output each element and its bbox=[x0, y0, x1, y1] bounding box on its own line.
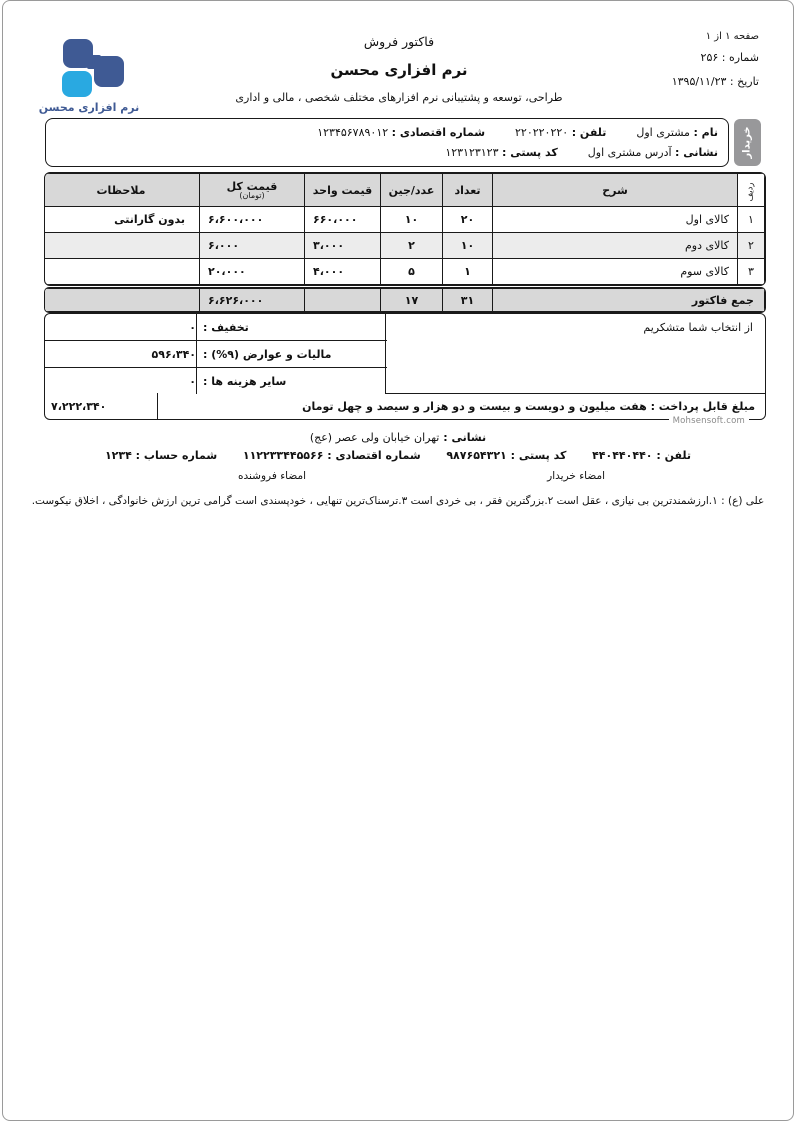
buyer-tab-label: خریدار bbox=[742, 126, 753, 159]
header-total-price bbox=[200, 174, 305, 207]
header-quantity: تعداد bbox=[443, 174, 493, 207]
payable-row bbox=[45, 393, 765, 419]
payable-amount bbox=[45, 393, 158, 419]
header-row-number-label: ردیف bbox=[746, 181, 756, 202]
buyer-address bbox=[588, 146, 718, 159]
header-unit-price: قیمت واحد bbox=[305, 174, 381, 207]
other-costs-value-text: ۰ bbox=[189, 374, 196, 388]
company-name: نرم افزاری محسن bbox=[330, 61, 468, 79]
buyer-econ bbox=[317, 126, 485, 139]
items-table bbox=[44, 172, 766, 286]
cell-notes bbox=[44, 233, 200, 259]
seller-address-line bbox=[3, 431, 793, 444]
invoice-number: ۲۵۶ bbox=[700, 51, 719, 64]
sum-quantity: ۳۱ bbox=[443, 289, 493, 312]
cell-dozen: ۱۰ bbox=[381, 207, 443, 233]
footer-quote: علی (ع) : ۱.ارزشمندترین بی نیازی ، عقل است ۲.بزرگترین فقر ، بی خردی است ۳.ترسناک‌ترین تنهایی ، خودپسندی است گرامی ترین ارزش خانوادگی ، اخلاق نیکوست. bbox=[31, 495, 765, 507]
tax-value bbox=[45, 348, 196, 361]
logo-square-dark-right bbox=[94, 56, 124, 87]
invoice-sum-row bbox=[44, 287, 766, 313]
watermark: Mohsensoft.com bbox=[669, 416, 749, 426]
buyer-info-box bbox=[45, 118, 729, 167]
table-row bbox=[44, 207, 765, 233]
table-header-row bbox=[44, 174, 765, 207]
seller-postal-value: ۹۸۷۶۵۴۳۲۱ bbox=[446, 449, 507, 462]
header-description: شرح bbox=[493, 174, 738, 207]
header-total-price-label: قیمت کل bbox=[226, 180, 278, 193]
buyer-name bbox=[636, 126, 718, 139]
payable-text bbox=[158, 400, 765, 413]
buyer-line-1 bbox=[56, 126, 718, 139]
payable-amount-words: هفت میلیون و دویست و بیست و دو هزار و سیصد و چهل تومان bbox=[302, 399, 647, 413]
invoice-page bbox=[2, 0, 794, 1121]
logo-square-light bbox=[62, 71, 92, 97]
sum-total-price: ۶،۶۲۶،۰۰۰ bbox=[200, 289, 305, 312]
invoice-date: ۱۳۹۵/۱۱/۲۳ bbox=[671, 75, 727, 88]
header-row-number bbox=[738, 174, 765, 207]
table-row bbox=[44, 233, 765, 259]
tax-value-text: ۵۹۶،۳۴۰ bbox=[151, 347, 196, 361]
logo-text: نرم افزاری محسن bbox=[38, 101, 140, 114]
cell-notes bbox=[44, 259, 200, 285]
invoice-number-label: شماره : bbox=[721, 51, 759, 64]
discount-value bbox=[45, 321, 196, 334]
cell-row-number: ۱ bbox=[738, 207, 765, 233]
company-tagline: طراحی، توسعه و پشتیبانی نرم افزارهای مختلف شخصی ، مالی و اداری bbox=[235, 91, 563, 104]
buyer-line-2 bbox=[56, 146, 718, 159]
cell-unit-price: ۶۶۰،۰۰۰ bbox=[305, 207, 381, 233]
header-total-price-unit: (تومان) bbox=[239, 191, 265, 200]
cell-total-price: ۲۰،۰۰۰ bbox=[200, 259, 305, 285]
discount-row bbox=[45, 314, 387, 341]
tax-label bbox=[196, 341, 387, 367]
cell-dozen: ۲ bbox=[381, 233, 443, 259]
seller-account-label: شماره حساب : bbox=[135, 449, 218, 462]
seller-address-label: نشانی : bbox=[443, 431, 487, 444]
buyer-phone bbox=[515, 126, 606, 139]
cell-description: کالای دوم bbox=[493, 233, 738, 259]
seller-account-value: ۱۲۳۴ bbox=[104, 449, 132, 462]
seller-econ-value: ۱۱۲۲۳۳۴۴۵۵۶۶ bbox=[242, 449, 324, 462]
seller-info-line bbox=[3, 449, 793, 462]
buyer-postal bbox=[445, 146, 557, 159]
seller-phone-label: تلفن : bbox=[656, 449, 692, 462]
buyer-econ-value: ۱۲۳۴۵۶۷۸۹۰۱۲ bbox=[317, 126, 389, 140]
header-dozen: عدد/جین bbox=[381, 174, 443, 207]
invoice-number-line bbox=[672, 51, 759, 64]
invoice-date-label: تاریخ : bbox=[729, 75, 759, 88]
cell-quantity: ۲۰ bbox=[443, 207, 493, 233]
buyer-phone-label: تلفن : bbox=[571, 126, 607, 140]
cell-notes: بدون گارانتی bbox=[44, 207, 200, 233]
seller-address-value: تهران خیابان ولی عصر (عج) bbox=[309, 431, 440, 444]
cell-quantity: ۱۰ bbox=[443, 233, 493, 259]
buyer-postal-value: ۱۲۳۱۲۳۱۲۳ bbox=[445, 145, 499, 159]
sum-notes bbox=[44, 289, 200, 312]
tax-label-text: مالیات و عوارض (۹%) : bbox=[203, 347, 332, 361]
invoice-header bbox=[199, 34, 599, 104]
buyer-address-label: نشانی : bbox=[675, 145, 718, 159]
other-costs-row bbox=[45, 368, 387, 394]
discount-label bbox=[196, 314, 387, 340]
cell-unit-price: ۳،۰۰۰ bbox=[305, 233, 381, 259]
buyer-name-label: نام : bbox=[693, 126, 718, 140]
cell-unit-price: ۴،۰۰۰ bbox=[305, 259, 381, 285]
cell-total-price: ۶،۶۰۰،۰۰۰ bbox=[200, 207, 305, 233]
discount-value-text: ۰ bbox=[189, 320, 196, 334]
payable-amount-value: ۷،۲۲۲،۳۴۰ bbox=[51, 399, 107, 413]
signature-buyer: امضاء خریدار bbox=[547, 470, 605, 482]
buyer-phone-value: ۲۲۰۲۲۰۲۲۰ bbox=[515, 126, 569, 140]
cell-quantity: ۱ bbox=[443, 259, 493, 285]
page-info: صفحه ۱ از ۱ bbox=[705, 31, 759, 42]
seller-phone-value: ۴۴۰۴۴۰۴۴۰ bbox=[592, 449, 653, 462]
sum-row bbox=[44, 289, 765, 312]
document-type: فاکتور فروش bbox=[363, 34, 435, 49]
summary-box bbox=[44, 313, 766, 426]
discount-label-text: تخفیف : bbox=[203, 320, 249, 334]
cell-description: کالای سوم bbox=[493, 259, 738, 285]
buyer-tab bbox=[734, 119, 761, 166]
other-costs-label-text: سایر هزینه ها : bbox=[203, 374, 287, 388]
cell-row-number: ۲ bbox=[738, 233, 765, 259]
cell-row-number: ۳ bbox=[738, 259, 765, 285]
invoice-meta bbox=[672, 31, 759, 88]
summary-rows bbox=[45, 314, 387, 394]
cell-description: کالای اول bbox=[493, 207, 738, 233]
company-logo bbox=[29, 29, 149, 115]
seller-econ-label: شماره اقتصادی : bbox=[327, 449, 421, 462]
sum-label: جمع فاکتور bbox=[493, 289, 765, 312]
payable-label: مبلغ قابل پرداخت : bbox=[650, 399, 755, 413]
buyer-name-value: مشتری اول bbox=[636, 126, 690, 140]
buyer-econ-label: شماره اقتصادی : bbox=[391, 126, 486, 140]
sum-unit-price bbox=[305, 289, 381, 312]
header-notes: ملاحظات bbox=[44, 174, 200, 207]
sum-dozen: ۱۷ bbox=[381, 289, 443, 312]
tax-row bbox=[45, 341, 387, 368]
table-row bbox=[44, 259, 765, 285]
thanks-message: از انتخاب شما متشکریم bbox=[385, 314, 765, 394]
seller-postal-label: کد پستی : bbox=[510, 449, 567, 462]
buyer-postal-label: کد پستی : bbox=[502, 145, 558, 159]
buyer-address-value: آدرس مشتری اول bbox=[587, 145, 672, 159]
other-costs-label bbox=[196, 368, 387, 394]
signature-seller: امضاء فروشنده bbox=[238, 470, 306, 482]
cell-total-price: ۶،۰۰۰ bbox=[200, 233, 305, 259]
invoice-date-line bbox=[672, 75, 759, 88]
other-costs-value bbox=[45, 375, 196, 388]
logo-square-dark-top bbox=[63, 39, 93, 68]
cell-dozen: ۵ bbox=[381, 259, 443, 285]
